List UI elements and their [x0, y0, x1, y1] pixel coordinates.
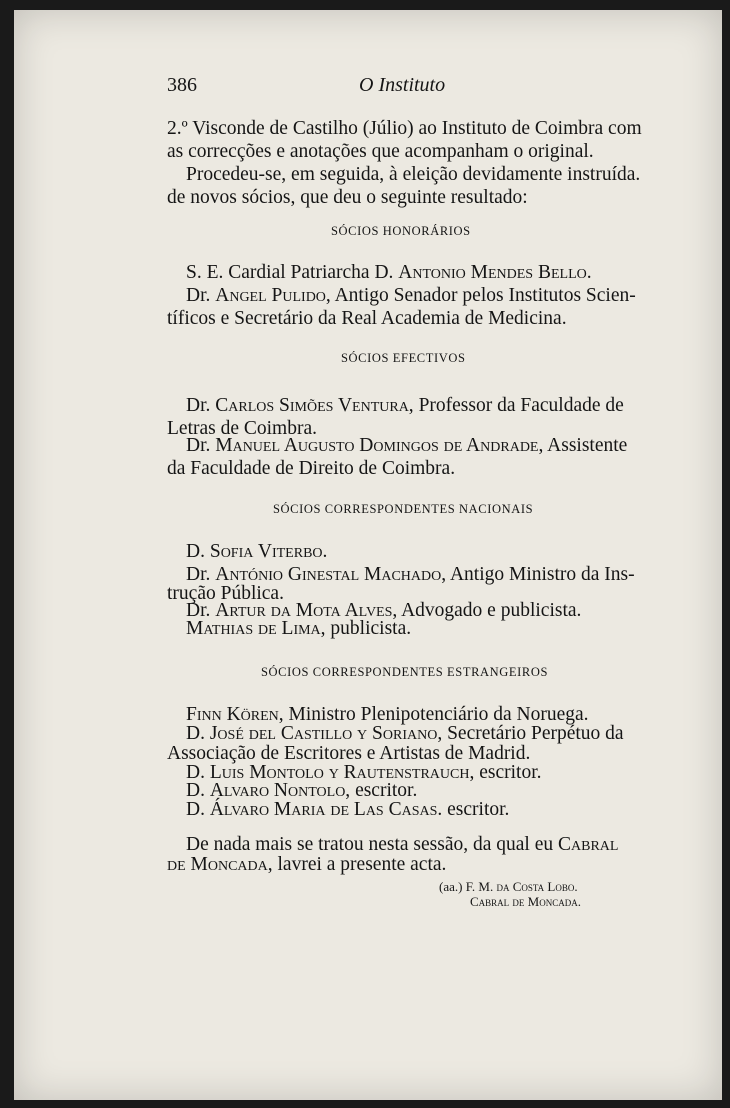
member-prefix: D.	[186, 541, 210, 562]
member-description: escritor.	[474, 762, 542, 783]
member-description: Assistente	[543, 435, 628, 456]
member-name: Artur da Mota Alves,	[215, 600, 398, 621]
intro-line-2: as correcções e anotações que acompanham o original.	[167, 141, 594, 162]
signatory-name: Cabral de Moncada.	[470, 894, 581, 909]
member-line	[186, 434, 627, 457]
member-prefix: D.	[186, 723, 210, 744]
member-prefix: Dr.	[186, 435, 216, 456]
member-prefix: Dr.	[186, 600, 216, 621]
running-title: O Instituto	[359, 74, 446, 96]
member-line-continued: Associação de Escritores e Artistas de Madrid.	[167, 743, 531, 764]
intro-line-1: 2.º Visconde de Castilho (Júlio) ao Instituto de Coimbra com	[167, 118, 642, 139]
member-name: Álvaro Maria de Las Casas.	[209, 799, 443, 820]
signature-prefix: (aa.)	[439, 879, 466, 894]
intro-line-4: de novos sócios, que deu o seguinte resultado:	[167, 187, 528, 208]
document-page	[14, 10, 722, 1100]
member-name: Alvaro Nontolo,	[209, 780, 351, 801]
member-name: Antonio Mendes Bello.	[398, 262, 592, 283]
member-line	[186, 261, 592, 284]
member-line	[186, 284, 636, 307]
member-description: escritor.	[350, 780, 418, 801]
intro-line-3: Procedeu-se, em seguida, à eleição devidamente instruída.	[186, 164, 641, 185]
member-description: escritor.	[442, 799, 510, 820]
member-prefix: D.	[186, 799, 210, 820]
member-line	[186, 798, 509, 821]
member-prefix: Dr.	[186, 395, 216, 416]
member-line	[186, 617, 411, 640]
page-number: 386	[167, 74, 197, 96]
member-description: Antigo Ministro da Ins-	[446, 564, 635, 585]
member-description: Antigo Senador pelos Institutos Scien-	[330, 285, 636, 306]
member-line-continued: da Faculdade de Direito de Coimbra.	[167, 458, 456, 479]
member-description: publicista.	[325, 618, 412, 639]
secretary-name: de Moncada,	[167, 854, 273, 875]
member-prefix: D.	[186, 780, 210, 801]
member-prefix: S. E. Cardial Patriarcha D.	[186, 262, 399, 283]
closing-text: lavrei a presente acta.	[272, 854, 447, 875]
signatory-name: F. M. da Costa Lobo.	[465, 879, 578, 894]
member-prefix: Dr.	[186, 564, 216, 585]
member-name: Finn Kören,	[186, 704, 284, 725]
member-line	[186, 540, 327, 563]
member-name: Luis Montolo y Rautenstrauch,	[209, 762, 475, 783]
member-line-continued: Letras de Coimbra.	[167, 418, 317, 439]
member-name: Sofia Viterbo.	[209, 541, 328, 562]
member-description: Professor da Faculdade de	[413, 395, 624, 416]
section-heading-nacionais: SÓCIOS CORRESPONDENTES NACIONAIS	[273, 502, 534, 516]
member-name: Angel Pulido,	[215, 285, 331, 306]
member-line-continued: tíficos e Secretário da Real Academia de Medicina.	[167, 308, 567, 329]
member-line	[186, 394, 624, 417]
section-heading-efectivos: SÓCIOS EFECTIVOS	[341, 351, 466, 365]
closing-text: De nada mais se tratou nesta sessão, da qual eu	[186, 834, 559, 855]
closing-line-2	[167, 853, 446, 876]
member-line-continued: trução Pública.	[167, 583, 284, 604]
section-heading-estrangeiros: SÓCIOS CORRESPONDENTES ESTRANGEIROS	[261, 665, 549, 679]
member-name: Manuel Augusto Domingos de Andrade,	[215, 435, 544, 456]
member-name: Mathias de Lima,	[186, 618, 326, 639]
member-prefix: D.	[186, 762, 210, 783]
member-description: Advogado e publicista.	[397, 600, 582, 621]
member-name: António Ginestal Machado,	[215, 564, 447, 585]
signature-line-1	[439, 879, 578, 895]
member-name: Carlos Simões Ventura,	[215, 395, 414, 416]
secretary-name: Cabral	[558, 834, 619, 855]
member-description: Ministro Plenipotenciário da Noruega.	[283, 704, 589, 725]
member-name: José del Castillo y Soriano,	[209, 723, 443, 744]
member-prefix: Dr.	[186, 285, 216, 306]
member-description: Secretário Perpétuo da	[442, 723, 624, 744]
section-heading-honorarios: SÓCIOS HONORÁRIOS	[331, 224, 471, 238]
